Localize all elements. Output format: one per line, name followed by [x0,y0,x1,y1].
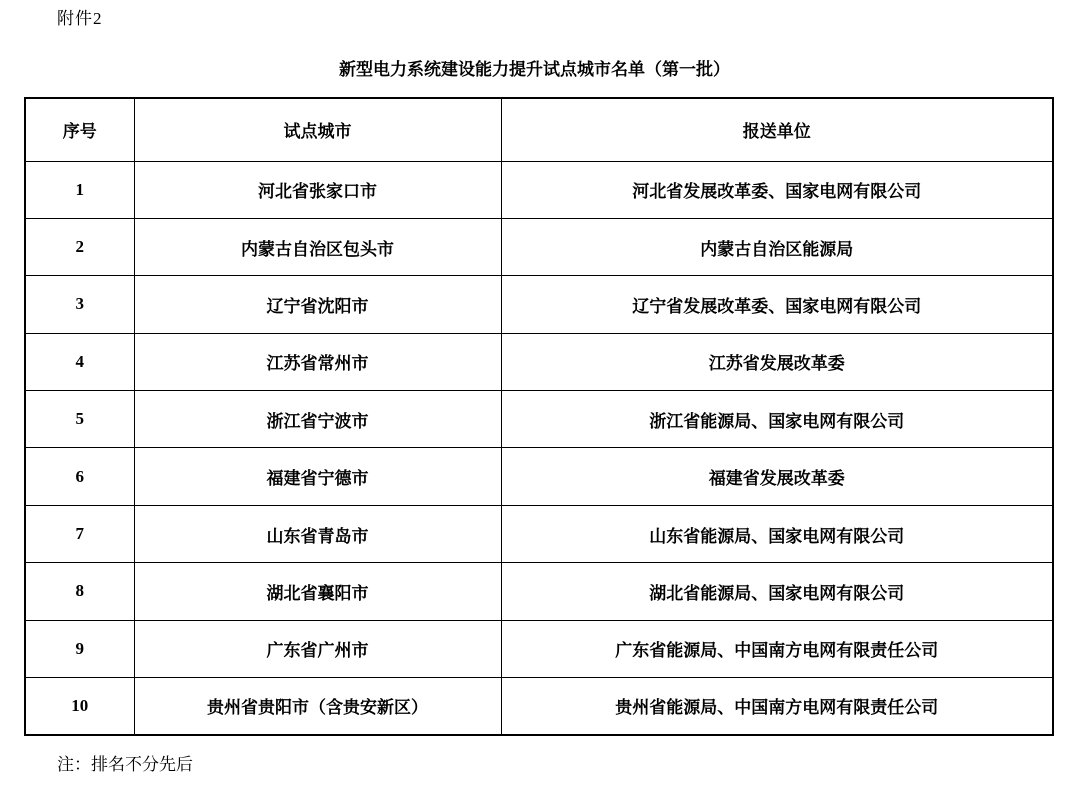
row-city: 河北省张家口市 [134,161,501,218]
row-unit: 山东省能源局、国家电网有限公司 [501,505,1053,562]
table-header-row [25,98,1053,161]
footnote: 注：排名不分先后 [57,755,193,774]
row-city: 贵州省贵阳市（含贵安新区） [134,678,501,735]
row-index: 2 [25,218,134,275]
row-index: 4 [25,333,134,390]
row-unit: 江苏省发展改革委 [501,333,1053,390]
row-unit: 湖北省能源局、国家电网有限公司 [501,563,1053,620]
row-city: 浙江省宁波市 [134,391,501,448]
row-unit: 辽宁省发展改革委、国家电网有限公司 [501,276,1053,333]
table-row [25,161,1053,218]
row-index: 1 [25,161,134,218]
header-index: 序号 [25,98,134,161]
header-city: 试点城市 [134,98,501,161]
row-city: 内蒙古自治区包头市 [134,218,501,275]
row-index: 10 [25,678,134,735]
row-index: 8 [25,563,134,620]
table-row [25,391,1053,448]
table-row [25,563,1053,620]
row-unit: 广东省能源局、中国南方电网有限责任公司 [501,620,1053,677]
attachment-label: 附件2 [57,9,103,28]
row-city: 江苏省常州市 [134,333,501,390]
row-city: 广东省广州市 [134,620,501,677]
row-unit: 内蒙古自治区能源局 [501,218,1053,275]
table-row [25,678,1053,735]
row-index: 6 [25,448,134,505]
row-unit: 福建省发展改革委 [501,448,1053,505]
pilot-cities-table [24,97,1054,736]
row-index: 9 [25,620,134,677]
row-city: 山东省青岛市 [134,505,501,562]
row-city: 福建省宁德市 [134,448,501,505]
row-unit: 河北省发展改革委、国家电网有限公司 [501,161,1053,218]
row-index: 7 [25,505,134,562]
row-index: 3 [25,276,134,333]
table-row [25,620,1053,677]
row-city: 辽宁省沈阳市 [134,276,501,333]
document-title: 新型电力系统建设能力提升试点城市名单（第一批） [339,60,730,79]
table-row [25,276,1053,333]
row-unit: 浙江省能源局、国家电网有限公司 [501,391,1053,448]
row-unit: 贵州省能源局、中国南方电网有限责任公司 [501,678,1053,735]
header-unit: 报送单位 [501,98,1053,161]
table-row [25,218,1053,275]
table-row [25,505,1053,562]
row-index: 5 [25,391,134,448]
row-city: 湖北省襄阳市 [134,563,501,620]
table-row [25,448,1053,505]
table-row [25,333,1053,390]
